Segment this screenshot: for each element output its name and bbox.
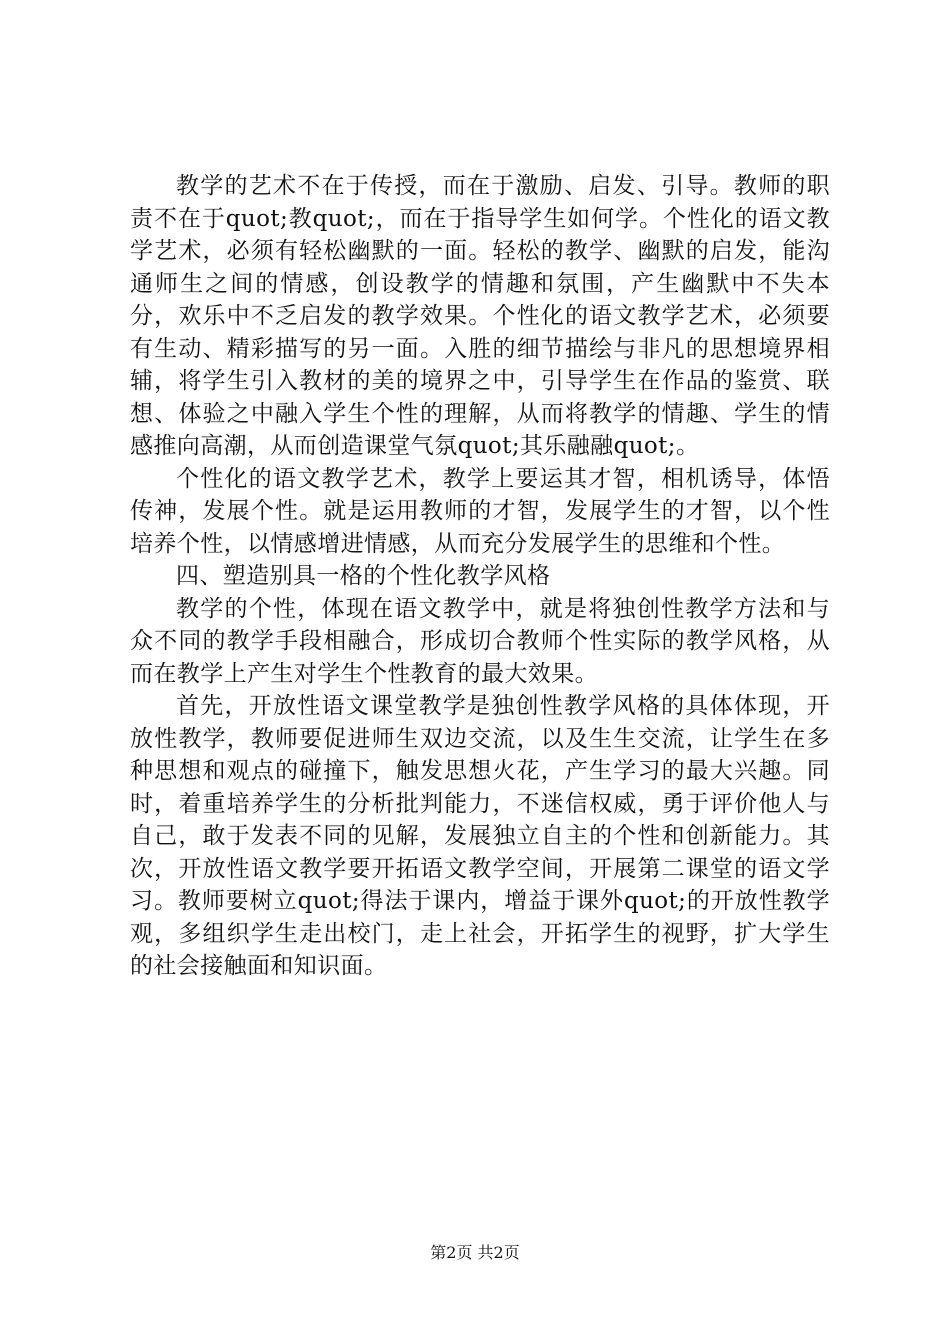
paragraph-teaching-style: 教学的个性，体现在语文教学中，就是将独创性教学方法和与众不同的教学手段相融合，形成切合教师个性实际的教学风格，从而在教学上产生对学生个性教育的最大效果。: [130, 595, 830, 687]
paragraph-open-teaching: 首先，开放性语文课堂教学是独创性教学风格的具体体现，开放性教学，教师要促进师生双边交流，以及生生交流，让学生在多种思想和观点的碰撞下，触发思想火花，产生学习的最大兴趣。同时，着重培养学生的分析批判能力，不迷信权威，勇于评价他人与自己，敢于发表不同的见解，发展独立自主的个性和创新能力。其次，开放性语文教学要开拓语文教学空间，开展第二课堂的语文学习。教师要树立quot;得法于课内，增益于课外quot;的开放性教学观，多组织学生走出校门，走上社会，开拓学生的视野，扩大学生的社会接触面和知识面。: [130, 693, 830, 979]
paragraph-teaching-art: 教学的艺术不在于传授，而在于激励、启发、引导。教师的职责不在于quot;教quot;，而在于指导学生如何学。个性化的语文教学艺术，必须有轻松幽默的一面。轻松的教学、幽默的启发，能沟通师生之间的情感，创设教学的情趣和氛围，产生幽默中不失本分，欢乐中不乏启发的教学效果。个性化的语文教学艺术，必须要有生动、精彩描写的另一面。入胜的细节描绘与非凡的思想境界相辅，将学生引入教材的美的境界之中，引导学生在作品的鉴赏、联想、体验之中融入学生个性的理解，从而将教学的情趣、学生的情感推向高潮，从而创造课堂气氛quot;其乐融融quot;。: [130, 173, 830, 459]
section-heading: 四、塑造别具一格的个性化教学风格: [176, 563, 551, 589]
document-body: [130, 170, 830, 983]
paragraph-individuality: 个性化的语文教学艺术，教学上要运其才智，相机诱导，体悟传神，发展个性。就是运用教师的才智，发展学生的才智，以个性培养个性，以情感增进情感，从而充分发展学生的思维和个性。: [130, 465, 830, 557]
page-number-footer: 第2页 共2页: [430, 1243, 520, 1262]
